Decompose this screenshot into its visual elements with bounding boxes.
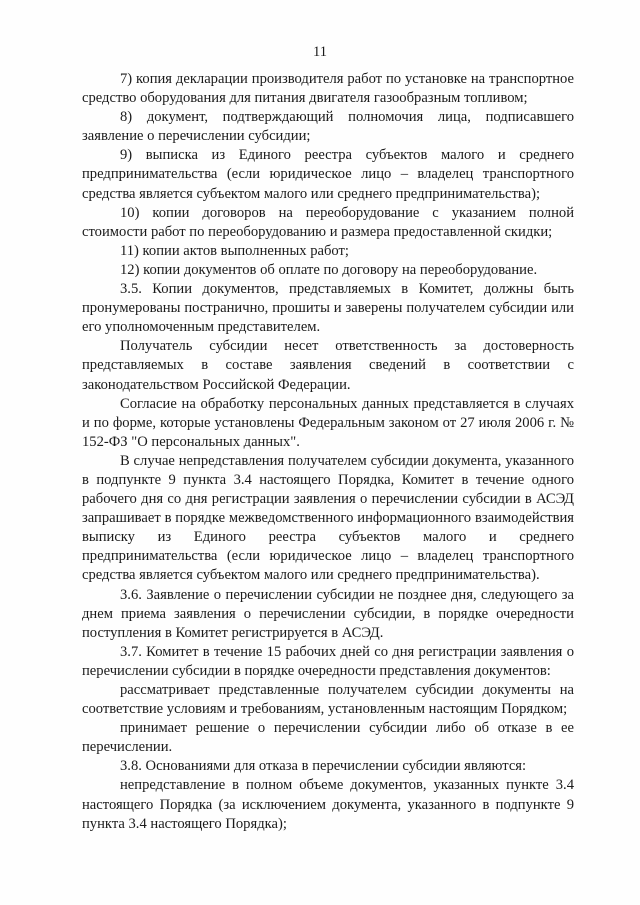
paragraph-3-6: 3.6. Заявление о перечислении субсидии не позднее дня, следующего за днем приема заявления о перечислении субсидии, в порядке очередности поступления в Комитет регистрируется в АСЭД. <box>82 586 574 641</box>
paragraph-3-7: 3.7. Комитет в течение 15 рабочих дней со дня регистрации заявления о перечислении субсидии в порядке очередности представления документов: <box>82 643 574 679</box>
paragraph-personal-data-consent: Согласие на обработку персональных данных представляется в случаях и по форме, которые установлены Федеральным законом от 27 июля 2006 г. № 152-ФЗ "О персональных данных". <box>82 395 574 450</box>
paragraph-item-8: 8) документ, подтверждающий полномочия лица, подписавшего заявление о перечислении субсидии; <box>82 109 574 145</box>
paragraph-decision: принимает решение о перечислении субсидии либо об отказе в ее перечислении. <box>82 720 574 756</box>
paragraph-item-11: 11) копии актов выполненных работ; <box>120 242 349 259</box>
paragraph-review-documents: рассматривает представленные получателем субсидии документы на соответствие условиям и требованиям, установленным настоящим Порядком; <box>82 682 574 718</box>
paragraph-refusal-ground-1: непредставление в полном объеме документов, указанных пункте 3.4 настоящего Порядка (за исключением документа, указанного в подпункте 9 пункта 3.4 настоящего Порядка); <box>82 777 574 832</box>
paragraph-item-12: 12) копии документов об оплате по договору на переоборудование. <box>120 261 538 278</box>
paragraph-item-7: 7) копия декларации производителя работ по установке на транспортное средство оборудования для питания двигателя газообразным топливом; <box>82 71 574 107</box>
page-number: 11 <box>313 44 327 60</box>
paragraph-item-9: 9) выписка из Единого реестра субъектов малого и среднего предпринимательства (если юридическое лицо – владелец транспортного средства является субъектом малого или среднего предпринимательства); <box>82 147 574 202</box>
paragraph-3-8: 3.8. Основаниями для отказа в перечислении субсидии являются: <box>120 758 527 775</box>
paragraph-responsibility: Получатель субсидии несет ответственность за достоверность представляемых в составе заявления сведений в соответствии с законодательством Российской Федерации. <box>82 338 574 393</box>
document-body <box>82 70 574 834</box>
paragraph-interagency-request: В случае непредставления получателем субсидии документа, указанного в подпункте 9 пункта 3.4 настоящего Порядка, Комитет в течение одного рабочего дня со дня регистрации заявления о перечислении субсидии в АСЭД запрашивает в порядке межведомственного информационного взаимодействия выписку из Единого реестра субъектов малого и среднего предпринимательства (если юридическое лицо – владелец транспортного средства является субъектом малого или среднего предпринимательства). <box>82 452 574 584</box>
paragraph-item-10: 10) копии договоров на переоборудование с указанием полной стоимости работ по переоборудованию и размера предоставленной скидки; <box>82 204 574 240</box>
paragraph-3-5: 3.5. Копии документов, представляемых в Комитет, должны быть пронумерованы постранично, прошиты и заверены получателем субсидии или его уполномоченным представителем. <box>82 281 574 336</box>
